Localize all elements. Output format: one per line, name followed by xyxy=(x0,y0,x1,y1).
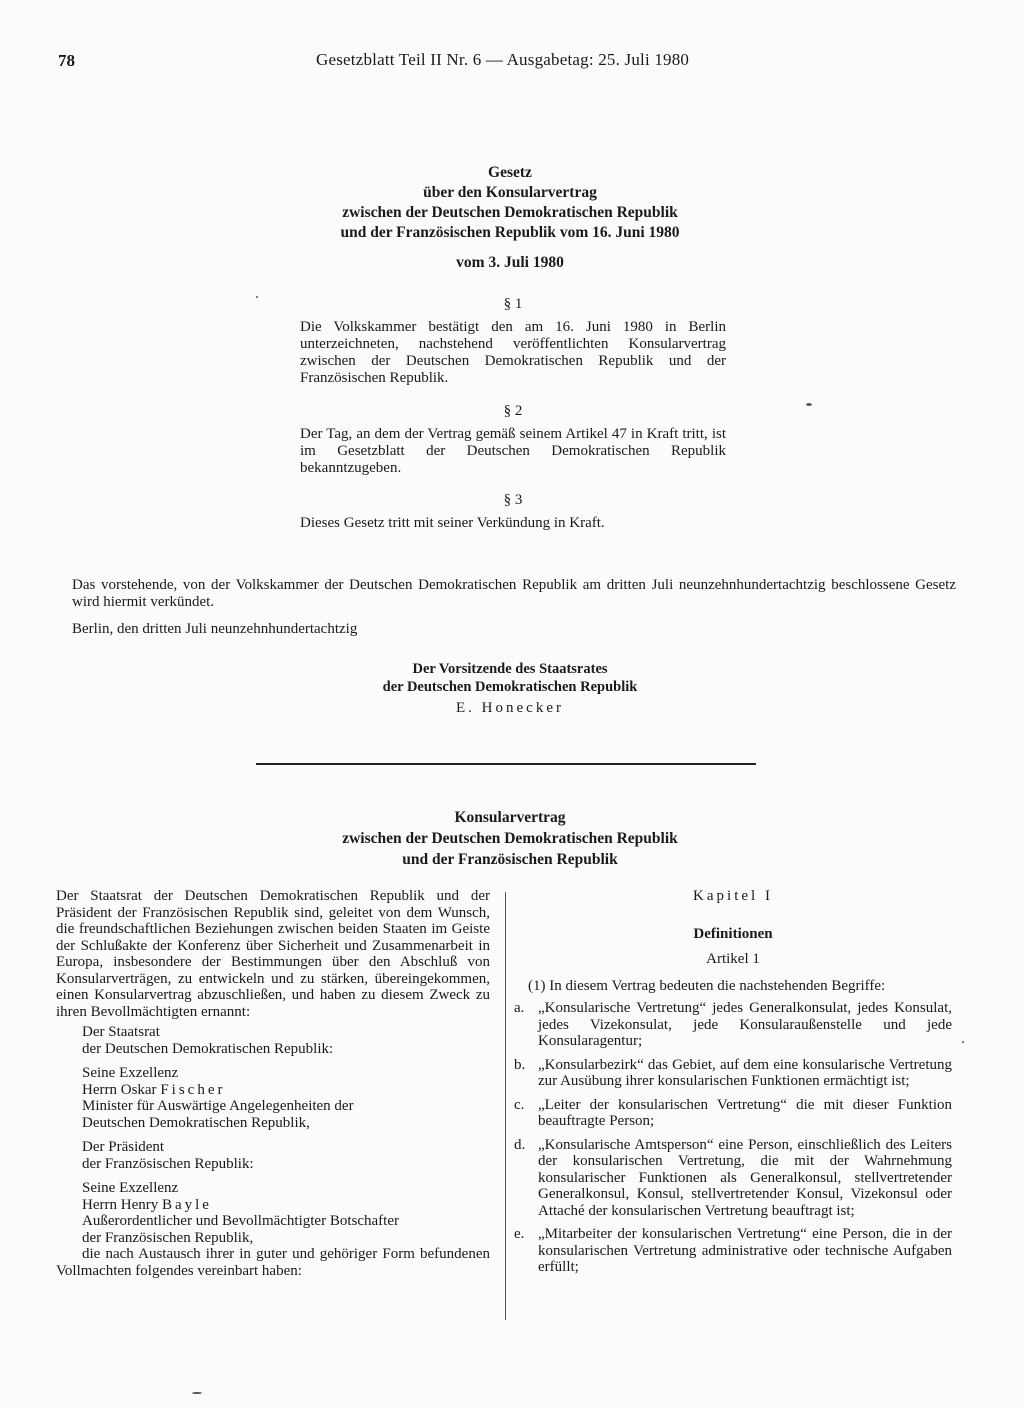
chapter-heading: Kapitel I xyxy=(693,888,773,904)
party-line: Der Staatsrat xyxy=(82,1024,160,1040)
signatory-title xyxy=(280,660,740,696)
running-head: Gesetzblatt Teil II Nr. 6 — Ausgabetag: 25. Juli 1980 xyxy=(316,50,690,69)
delegate-line: Deutschen Demokratischen Republik, xyxy=(82,1114,310,1131)
delegate-line: Seine Exzellenz xyxy=(82,1180,179,1196)
section-sign: § 2 xyxy=(503,403,523,419)
delegate-surname: Fischer xyxy=(160,1081,226,1098)
column-rule xyxy=(505,892,506,1320)
law-title-line: über den Konsularvertrag xyxy=(423,184,597,201)
section-1 xyxy=(300,296,726,387)
law-date: vom 3. Juli 1980 xyxy=(456,254,564,271)
definition-letter: d. xyxy=(514,1136,526,1153)
definition-text: „Konsularische Amtsperson“ eine Person, einschließlich des Leiters der konsularischen Vertretung, die mit der Wahrnehmung konsularischer Funktionen als Generalkonsul, stellvertretender Generalkonsul, Konsul, stellvertretender Konsul, Vizekonsul oder Attaché der konsularischen Vertretung beauftragt ist; xyxy=(538,1136,952,1219)
place-date: Berlin, den dritten Juli neunzehnhundertachtzig xyxy=(72,621,358,637)
definition-letter: b. xyxy=(514,1056,526,1073)
law-title-line: Gesetz xyxy=(488,164,532,181)
definition-letter: e. xyxy=(514,1226,525,1242)
scan-speck xyxy=(192,1392,202,1394)
signatory-title-line: Der Vorsitzende des Staatsrates xyxy=(412,661,608,677)
delegate-line: Seine Exzellenz xyxy=(82,1065,179,1081)
treaty-title-line: Konsularvertrag xyxy=(454,809,566,826)
preamble: Der Staatsrat der Deutschen Demokratischen Republik und der Präsident der Französischen Republik sind, geleitet von dem Wunsch, die freundschaftlichen Beziehungen zwischen beiden Staaten im Geiste der Schlußakte der Konferenz über Sicherheit und Zusammenarbeit in Europa, insbesondere der Bestimmungen über den Abschluß von Konsularverträgen, zu entwickeln und zu stärken, übereingekommen, einen Konsularvertrag abzuschließen, und haben zu diesem Zweck zu ihren Bevollmächtigten ernannt: xyxy=(56,888,490,1020)
definition-item xyxy=(514,1097,952,1130)
definition-text: „Leiter der konsularischen Vertretung“ die mit dieser Funktion beauftragte Person; xyxy=(538,1096,952,1129)
party-line: der Französischen Republik: xyxy=(82,1155,254,1172)
chapter-title: Definitionen xyxy=(693,925,773,942)
scan-speck xyxy=(962,1041,964,1043)
definition-text: „Konsularbezirk“ das Gebiet, auf dem eine konsularische Vertretung zur Ausübung ihrer konsularischen Funktionen ermächtigt ist; xyxy=(538,1056,952,1089)
closing-text: die nach Austausch ihrer in guter und gehöriger Form befundenen Vollmachten folgendes vereinbart haben: xyxy=(56,1246,490,1279)
delegate-first-name: Herrn Henry xyxy=(82,1196,159,1213)
law-title-line: und der Französischen Republik vom 16. Juni 1980 xyxy=(340,224,680,241)
definition-item xyxy=(514,1226,952,1276)
treaty-title xyxy=(260,807,760,870)
delegate-line: der Französischen Republik, xyxy=(82,1229,254,1246)
section-2 xyxy=(300,403,726,477)
article-heading: Artikel 1 xyxy=(706,951,760,967)
section-text: Die Volkskammer bestätigt den am 16. Juni 1980 in Berlin unterzeichneten, nachstehend veröffentlichten Konsularvertrag zwischen der Deutschen Demokratischen Republik und der Französischen Republik. xyxy=(300,319,726,386)
section-divider xyxy=(256,763,756,765)
delegate-line: Außerordentlicher und Bevollmächtigter Botschafter xyxy=(82,1213,399,1229)
definition-text: „Mitarbeiter der konsularischen Vertretung“ eine Person, die in der konsularischen Vertretung administrative oder technische Aufgaben erfüllt; xyxy=(538,1226,952,1275)
article-intro: (1) In diesem Vertrag bedeuten die nachstehenden Begriffe: xyxy=(528,977,886,994)
signatory-title-line: der Deutschen Demokratischen Republik xyxy=(382,679,638,695)
delegate-surname: Bayle xyxy=(161,1196,212,1213)
delegate-line: Minister für Auswärtige Angelegenheiten der xyxy=(82,1098,354,1114)
section-sign: § 3 xyxy=(503,492,523,508)
page-number: 78 xyxy=(58,51,75,70)
scan-speck xyxy=(256,296,258,298)
left-column xyxy=(56,888,490,1279)
treaty-title-line: zwischen der Deutschen Demokratischen Republik xyxy=(342,830,678,847)
section-3 xyxy=(300,492,726,532)
proclamation: Das vorstehende, von der Volkskammer der Deutschen Demokratischen Republik am dritten Juli neunzehnhundertachtzig beschlossene Gesetz wird hiermit verkündet. xyxy=(72,577,956,610)
definition-item xyxy=(514,1057,952,1090)
delegate-name xyxy=(82,1197,490,1214)
definition-letter: a. xyxy=(514,1000,525,1016)
delegate-first-name: Herrn Oskar xyxy=(82,1081,157,1098)
definition-letter: c. xyxy=(514,1096,525,1113)
party-1 xyxy=(82,1024,490,1246)
delegate-name xyxy=(82,1082,490,1099)
section-text: Der Tag, an dem der Vertrag gemäß seinem Artikel 47 in Kraft tritt, ist im Gesetzblatt der Deutschen Demokratischen Republik bekanntzugeben. xyxy=(300,426,726,476)
law-title xyxy=(260,163,760,243)
section-sign: § 1 xyxy=(503,296,523,312)
party-line: der Deutschen Demokratischen Republik: xyxy=(82,1040,334,1057)
treaty-title-line: und der Französischen Republik xyxy=(402,851,618,868)
scan-speck xyxy=(806,403,812,406)
law-title-line: zwischen der Deutschen Demokratischen Republik xyxy=(342,204,678,221)
party-line: Der Präsident xyxy=(82,1139,165,1155)
section-text: Dieses Gesetz tritt mit seiner Verkündung in Kraft. xyxy=(300,515,605,531)
closing-clause xyxy=(56,1246,490,1279)
signatory-name: E. Honecker xyxy=(456,700,564,716)
definition-text: „Konsularische Vertretung“ jedes Generalkonsulat, jedes Konsulat, jedes Vizekonsulat, jede Konsularaußenstelle und jede Konsularagentur; xyxy=(538,1000,952,1049)
definition-item xyxy=(514,1000,952,1050)
definition-item xyxy=(514,1137,952,1220)
right-column xyxy=(514,888,952,1283)
